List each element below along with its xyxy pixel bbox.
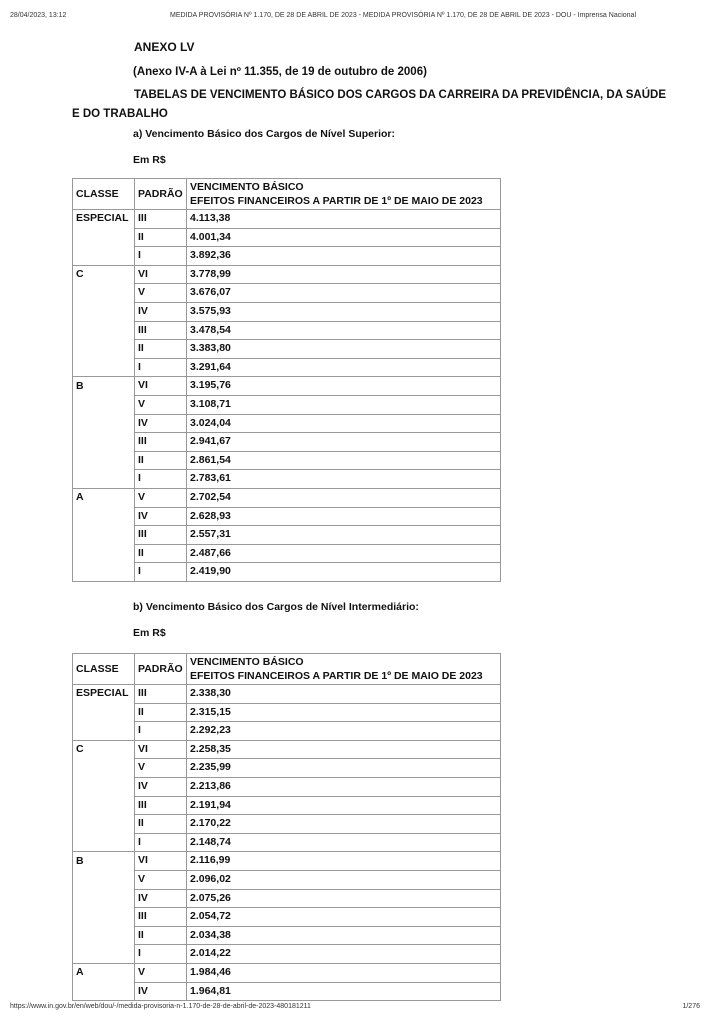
cell-padrao: I (135, 470, 187, 489)
table-row (73, 796, 501, 815)
table-row (73, 544, 501, 563)
cell-padrao: V (135, 395, 187, 414)
table-row (73, 507, 501, 526)
cell-classe: B (73, 377, 135, 396)
cell-vencimento: 2.783,61 (187, 470, 501, 489)
cell-vencimento: 3.778,99 (187, 265, 501, 284)
table-row (73, 722, 501, 741)
cell-classe (73, 340, 135, 359)
cell-classe (73, 395, 135, 414)
print-url: https://www.in.gov.br/en/web/dou/-/medida-provisoria-n-1.170-de-28-de-abril-de-2023-480181211 (10, 1003, 311, 1010)
table-a-unit: Em R$ (133, 154, 166, 166)
cell-classe (73, 833, 135, 852)
table-row (73, 358, 501, 377)
anexo-title: ANEXO LV (134, 40, 195, 54)
cell-padrao: VI (135, 265, 187, 284)
cell-padrao: II (135, 340, 187, 359)
cell-padrao: I (135, 247, 187, 266)
cell-classe (73, 544, 135, 563)
cell-classe (73, 815, 135, 834)
cell-vencimento: 2.075,26 (187, 889, 501, 908)
table-header-row (73, 179, 501, 210)
table-row (73, 759, 501, 778)
cell-classe: C (73, 740, 135, 759)
cell-vencimento: 1.964,81 (187, 982, 501, 1001)
table-row (73, 210, 501, 229)
cell-padrao: II (135, 544, 187, 563)
cell-vencimento: 4.001,34 (187, 228, 501, 247)
table-row (73, 395, 501, 414)
cell-padrao: III (135, 908, 187, 927)
cell-vencimento: 4.113,38 (187, 210, 501, 229)
cell-padrao: III (135, 433, 187, 452)
table-row (73, 685, 501, 704)
cell-classe (73, 759, 135, 778)
table-row (73, 470, 501, 489)
cell-vencimento: 2.054,72 (187, 908, 501, 927)
cell-vencimento: 2.702,54 (187, 488, 501, 507)
salary-table-intermediario (72, 653, 501, 1001)
cell-vencimento: 2.419,90 (187, 563, 501, 582)
table-row (73, 228, 501, 247)
cell-classe (73, 703, 135, 722)
header-padrao: PADRÃO (135, 654, 187, 685)
cell-vencimento: 2.628,93 (187, 507, 501, 526)
cell-classe (73, 563, 135, 582)
table-row (73, 321, 501, 340)
cell-classe (73, 507, 135, 526)
cell-padrao: V (135, 488, 187, 507)
cell-classe (73, 302, 135, 321)
header-vencimento (187, 179, 501, 210)
cell-vencimento: 2.235,99 (187, 759, 501, 778)
cell-vencimento: 3.892,36 (187, 247, 501, 266)
cell-classe: A (73, 963, 135, 982)
table-row (73, 833, 501, 852)
table-header-row (73, 654, 501, 685)
cell-padrao: IV (135, 507, 187, 526)
header-classe: CLASSE (73, 179, 135, 210)
cell-classe (73, 870, 135, 889)
cell-classe (73, 796, 135, 815)
cell-vencimento: 3.676,07 (187, 284, 501, 303)
table-row (73, 526, 501, 545)
cell-padrao: II (135, 451, 187, 470)
cell-padrao: I (135, 833, 187, 852)
cell-padrao: II (135, 926, 187, 945)
table-row (73, 451, 501, 470)
cell-classe: ESPECIAL (73, 685, 135, 704)
table-row (73, 563, 501, 582)
header-padrao: PADRÃO (135, 179, 187, 210)
cell-padrao: III (135, 321, 187, 340)
cell-padrao: II (135, 815, 187, 834)
cell-vencimento: 3.383,80 (187, 340, 501, 359)
cell-vencimento: 2.116,99 (187, 852, 501, 871)
table-row (73, 377, 501, 396)
cell-padrao: VI (135, 377, 187, 396)
cell-vencimento: 2.292,23 (187, 722, 501, 741)
cell-vencimento: 2.170,22 (187, 815, 501, 834)
cell-classe (73, 777, 135, 796)
header-vencimento-line1: VENCIMENTO BÁSICO (190, 181, 304, 193)
table-row (73, 852, 501, 871)
cell-classe (73, 926, 135, 945)
header-classe: CLASSE (73, 654, 135, 685)
print-page-title: MEDIDA PROVISÓRIA Nº 1.170, DE 28 DE ABRIL DE 2023 - MEDIDA PROVISÓRIA Nº 1.170, DE 28 DE ABRIL DE 2023 - DOU - Imprensa Nacional (170, 12, 636, 19)
salary-table-superior (72, 178, 501, 582)
document-heading: TABELAS DE VENCIMENTO BÁSICO DOS CARGOS DA CARREIRA DA PREVIDÊNCIA, DA SAÚDE E DO TRABALHO (72, 89, 667, 120)
cell-padrao: II (135, 703, 187, 722)
cell-padrao: V (135, 759, 187, 778)
cell-classe (73, 321, 135, 340)
cell-padrao: III (135, 796, 187, 815)
cell-vencimento: 3.291,64 (187, 358, 501, 377)
cell-classe (73, 433, 135, 452)
table-row (73, 870, 501, 889)
cell-vencimento: 2.148,74 (187, 833, 501, 852)
cell-padrao: I (135, 563, 187, 582)
header-vencimento-line2: EFEITOS FINANCEIROS A PARTIR DE 1º DE MAIO DE 2023 (190, 670, 483, 682)
table-row (73, 414, 501, 433)
cell-padrao: IV (135, 414, 187, 433)
cell-vencimento: 2.861,54 (187, 451, 501, 470)
cell-vencimento: 3.478,54 (187, 321, 501, 340)
cell-padrao: III (135, 210, 187, 229)
cell-classe (73, 526, 135, 545)
cell-classe: A (73, 488, 135, 507)
cell-padrao: VI (135, 852, 187, 871)
cell-padrao: V (135, 870, 187, 889)
table-row (73, 302, 501, 321)
cell-padrao: IV (135, 982, 187, 1001)
cell-padrao: I (135, 358, 187, 377)
cell-vencimento: 3.108,71 (187, 395, 501, 414)
cell-vencimento: 2.941,67 (187, 433, 501, 452)
cell-padrao: IV (135, 889, 187, 908)
cell-vencimento: 2.014,22 (187, 945, 501, 964)
table-row (73, 265, 501, 284)
cell-classe (73, 228, 135, 247)
cell-vencimento: 2.338,30 (187, 685, 501, 704)
cell-padrao: IV (135, 777, 187, 796)
print-page-number: 1/276 (682, 1003, 700, 1010)
cell-vencimento: 2.487,66 (187, 544, 501, 563)
table-row (73, 982, 501, 1001)
cell-classe (73, 414, 135, 433)
cell-vencimento: 2.315,15 (187, 703, 501, 722)
print-datetime: 28/04/2023, 13:12 (10, 12, 67, 19)
anexo-subtitle: (Anexo IV-A à Lei nº 11.355, de 19 de outubro de 2006) (133, 66, 427, 78)
cell-classe (73, 470, 135, 489)
table-row (73, 284, 501, 303)
table-row (73, 963, 501, 982)
header-vencimento-line2: EFEITOS FINANCEIROS A PARTIR DE 1º DE MAIO DE 2023 (190, 195, 483, 207)
cell-classe: B (73, 852, 135, 871)
table-row (73, 889, 501, 908)
cell-classe (73, 247, 135, 266)
cell-classe (73, 722, 135, 741)
cell-padrao: VI (135, 740, 187, 759)
cell-vencimento: 1.984,46 (187, 963, 501, 982)
cell-classe (73, 284, 135, 303)
cell-padrao: V (135, 284, 187, 303)
table-row (73, 433, 501, 452)
cell-padrao: I (135, 945, 187, 964)
cell-vencimento: 3.575,93 (187, 302, 501, 321)
table-row (73, 945, 501, 964)
cell-padrao: I (135, 722, 187, 741)
table-row (73, 488, 501, 507)
cell-vencimento: 2.557,31 (187, 526, 501, 545)
cell-vencimento: 2.096,02 (187, 870, 501, 889)
table-row (73, 703, 501, 722)
table-row (73, 340, 501, 359)
cell-classe (73, 358, 135, 377)
cell-vencimento: 2.191,94 (187, 796, 501, 815)
cell-vencimento: 3.195,76 (187, 377, 501, 396)
header-vencimento-line1: VENCIMENTO BÁSICO (190, 656, 304, 668)
table-row (73, 926, 501, 945)
table-row (73, 740, 501, 759)
cell-padrao: III (135, 685, 187, 704)
cell-vencimento: 2.034,38 (187, 926, 501, 945)
cell-classe (73, 889, 135, 908)
cell-padrao: IV (135, 302, 187, 321)
table-row (73, 815, 501, 834)
table-row (73, 908, 501, 927)
cell-classe (73, 908, 135, 927)
cell-classe (73, 451, 135, 470)
cell-vencimento: 2.213,86 (187, 777, 501, 796)
table-a-caption: a) Vencimento Básico dos Cargos de Nível Superior: (133, 128, 395, 140)
cell-classe: C (73, 265, 135, 284)
header-vencimento (187, 654, 501, 685)
cell-padrao: II (135, 228, 187, 247)
table-row (73, 247, 501, 266)
cell-vencimento: 2.258,35 (187, 740, 501, 759)
cell-padrao: V (135, 963, 187, 982)
table-b-caption: b) Vencimento Básico dos Cargos de Nível Intermediário: (133, 601, 419, 613)
cell-classe (73, 945, 135, 964)
cell-classe (73, 982, 135, 1001)
cell-vencimento: 3.024,04 (187, 414, 501, 433)
cell-classe: ESPECIAL (73, 210, 135, 229)
table-row (73, 777, 501, 796)
cell-padrao: III (135, 526, 187, 545)
table-b-unit: Em R$ (133, 627, 166, 639)
